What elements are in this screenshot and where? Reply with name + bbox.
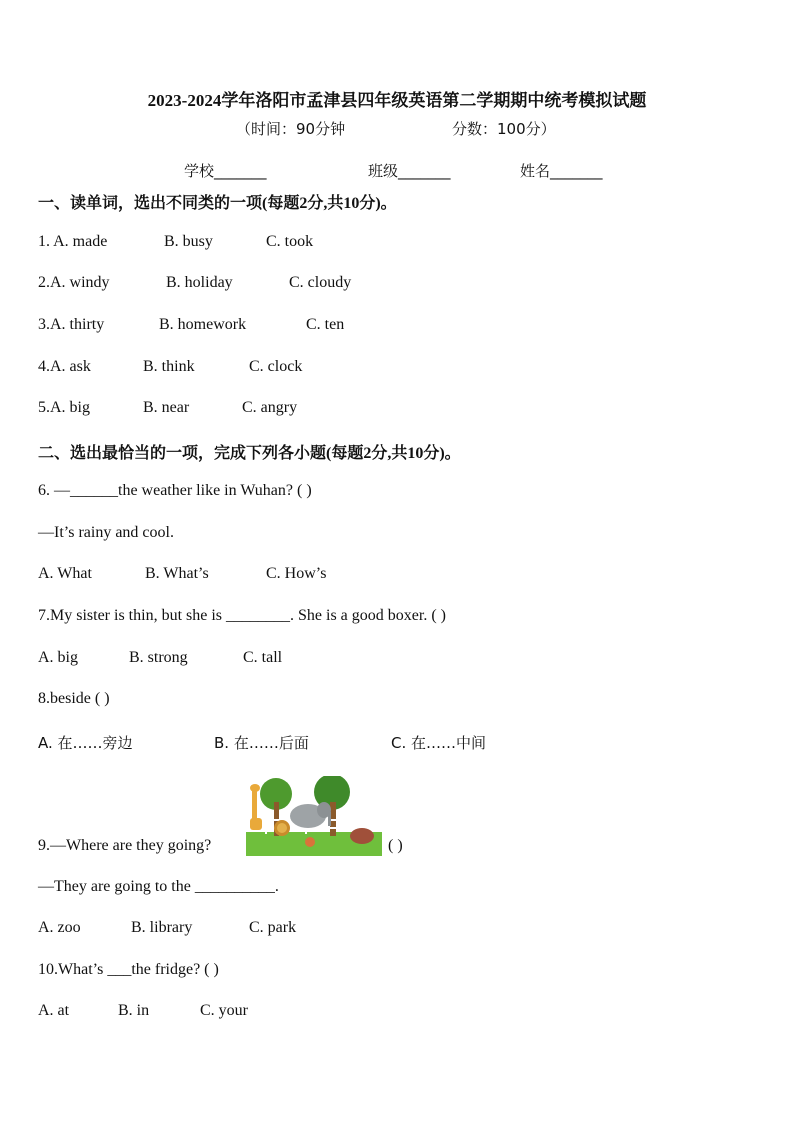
- section2-heading: 二、选出最恰当的一项，完成下列各小题(每题2分,共10分)。: [38, 445, 461, 462]
- name-field: 姓名_______: [520, 162, 603, 180]
- school-field: 学校_______: [184, 162, 267, 180]
- q1-option-c: C. took: [266, 233, 314, 250]
- q5-option-c: C. angry: [242, 399, 298, 416]
- q10-stem: 10.What’s ___the fridge? ( ): [38, 961, 219, 978]
- exam-score: 分数：100分）: [452, 120, 556, 138]
- q10-option-b: B. in: [118, 1002, 150, 1019]
- q1-option-a: 1. A. made: [38, 233, 108, 250]
- q9-stem: 9.—Where are they going?: [38, 837, 212, 854]
- q1-option-b: B. busy: [164, 233, 213, 250]
- class-field: 班级_______: [368, 162, 451, 180]
- q8-option-c: C. 在……中间: [391, 734, 487, 752]
- q6-stem: 6. —______the weather like in Wuhan? ( ): [38, 482, 312, 499]
- exam-time: （时间：90分钟: [236, 120, 346, 138]
- q3-option-b: B. homework: [159, 316, 247, 333]
- q3-option-c: C. ten: [306, 316, 345, 333]
- q7-option-a: A. big: [38, 649, 78, 666]
- q6-option-b: B. What’s: [145, 565, 209, 582]
- q3-option-a: 3.A. thirty: [38, 316, 105, 333]
- section1-heading: 一、读单词，选出不同类的一项(每题2分,共10分)。: [38, 195, 397, 212]
- q10-option-c: C. your: [200, 1002, 248, 1019]
- q10-option-a: A. at: [38, 1002, 70, 1019]
- q6-option-a: A. What: [38, 565, 92, 582]
- q9-reply: —They are going to the __________.: [38, 878, 279, 895]
- q4-option-b: B. think: [143, 358, 195, 375]
- q7-option-c: C. tall: [243, 649, 283, 666]
- q5-option-a: 5.A. big: [38, 399, 90, 416]
- zoo-illustration: [246, 776, 382, 856]
- q9-option-c: C. park: [249, 919, 297, 936]
- q7-stem: 7.My sister is thin, but she is ________. She is a good boxer. ( ): [38, 607, 446, 624]
- q6-reply: —It’s rainy and cool.: [38, 524, 174, 541]
- q8-stem: 8.beside ( ): [38, 690, 110, 707]
- q2-option-a: 2.A. windy: [38, 274, 110, 291]
- q2-option-c: C. cloudy: [289, 274, 352, 291]
- q9-option-b: B. library: [131, 919, 193, 936]
- q4-option-a: 4.A. ask: [38, 358, 91, 375]
- q8-option-a: A. 在……旁边: [38, 734, 133, 752]
- q2-option-b: B. holiday: [166, 274, 233, 291]
- q9-answer-paren: ( ): [388, 837, 403, 854]
- q4-option-c: C. clock: [249, 358, 303, 375]
- exam-title: 2023-2024学年洛阳市孟津县四年级英语第二学期期中统考模拟试题: [147, 91, 647, 110]
- q9-option-a: A. zoo: [38, 919, 81, 936]
- q7-option-b: B. strong: [129, 649, 188, 666]
- q6-option-c: C. How’s: [266, 565, 327, 582]
- q5-option-b: B. near: [143, 399, 190, 416]
- q8-option-b: B. 在……后面: [214, 734, 309, 752]
